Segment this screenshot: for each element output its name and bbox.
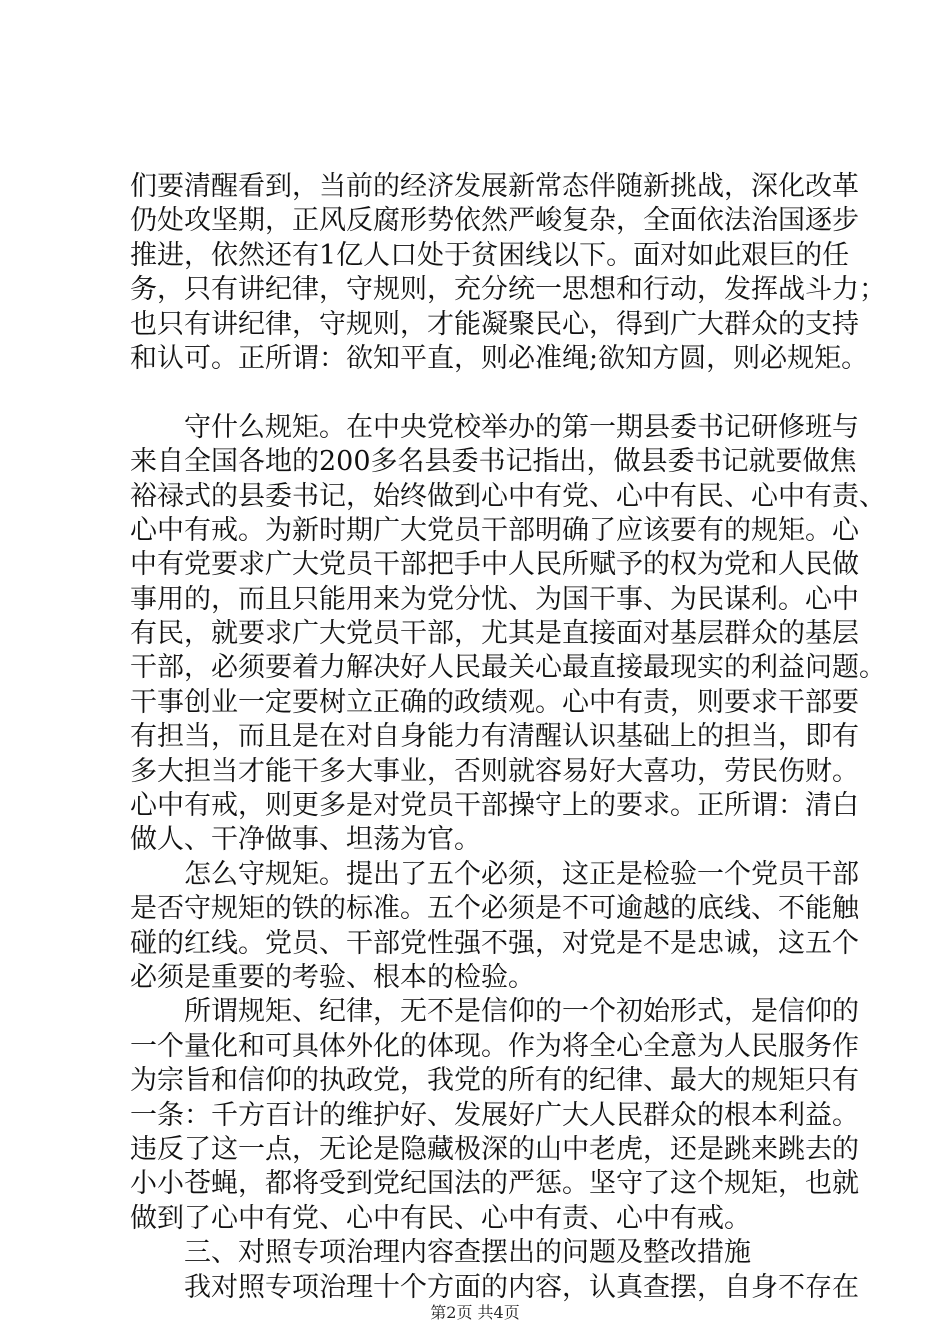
text-line: 做人、干净做事、坦荡为官。	[130, 824, 481, 856]
text-line: 事用的，而且只能用来为党分忧、为国干事、为民谋利。心中	[130, 583, 859, 615]
text-line: 们要清醒看到，当前的经济发展新常态伴随新挑战，深化改革	[130, 171, 859, 202]
text-line: 和认可。正所谓：欲知平直，则必准绳;欲知方圆，则必规矩。	[130, 342, 869, 374]
text-line: 所谓规矩、纪律，无不是信仰的一个初始形式，是信仰的	[184, 996, 859, 1028]
text-line: 仍处攻坚期，正风反腐形势依然严峻复杂，全面依法治国逐步	[130, 205, 859, 237]
paragraph-1	[130, 170, 886, 376]
text-line: 我对照专项治理十个方面的内容，认真查摆，自身不存在	[184, 1271, 859, 1303]
page-number: 第2页 共4页	[430, 1303, 520, 1322]
text-line: 务，只有讲纪律，守规则，充分统一思想和行动，发挥战斗力；	[130, 274, 886, 306]
section-heading	[130, 1236, 830, 1270]
text-line: 守什么规矩。在中央党校举办的第一期县委书记研修班与	[184, 411, 859, 443]
heading-text: 三、对照专项治理内容查摆出的问题及整改措施	[184, 1237, 751, 1269]
text-line: 干事创业一定要树立正确的政绩观。心中有责，则要求干部要	[130, 686, 859, 718]
text-line: 多大担当才能干多大事业，否则就容易好大喜功，劳民伤财。	[130, 755, 859, 787]
paragraph-gap	[130, 376, 830, 410]
text-line: 推进，依然还有1亿人口处于贫困线以下。面对如此艰巨的任	[130, 239, 850, 271]
text-line: 必须是重要的考验、根本的检验。	[130, 961, 535, 993]
page-footer	[0, 1300, 950, 1323]
text-line: 碰的红线。党员、干部党性强不强，对党是不是忠诚，这五个	[130, 927, 859, 959]
text-line: 来自全国各地的200多名县委书记指出，做县委书记就要做焦	[130, 446, 857, 478]
text-line: 心中有戒，则更多是对党员干部操守上的要求。正所谓：清白	[130, 790, 859, 822]
document-body	[130, 170, 886, 1305]
text-line: 为宗旨和信仰的执政党，我党的所有的纪律、最大的规矩只有	[130, 1065, 859, 1097]
text-line: 怎么守规矩。提出了五个必须，这正是检验一个党员干部	[184, 858, 859, 890]
text-line: 干部，必须要着力解决好人民最关心最直接最现实的利益问题。	[130, 652, 886, 684]
text-line: 心中有戒。为新时期广大党员干部明确了应该要有的规矩。心	[130, 514, 859, 546]
paragraph-3	[130, 858, 859, 996]
text-line: 中有党要求广大党员干部把手中人民所赋予的权为党和人民做	[130, 549, 859, 581]
text-line: 一条：千方百计的维护好、发展好广大人民群众的根本利益。	[130, 1099, 859, 1131]
paragraph-2	[130, 411, 886, 858]
text-line: 也只有讲纪律，守规则，才能凝聚民心，得到广大群众的支持	[130, 308, 859, 340]
text-line: 有担当，而且是在对自身能力有清醒认识基础上的担当，即有	[130, 721, 859, 753]
text-line: 一个量化和可具体外化的体现。作为将全心全意为人民服务作	[130, 1030, 859, 1062]
text-line: 违反了这一点，无论是隐藏极深的山中老虎，还是跳来跳去的	[130, 1133, 859, 1165]
text-line: 是否守规矩的铁的标准。五个必须是不可逾越的底线、不能触	[130, 893, 859, 925]
text-line: 做到了心中有党、心中有民、心中有责、心中有戒。	[130, 1202, 751, 1234]
text-line: 裕禄式的县委书记，始终做到心中有党、心中有民、心中有责、	[130, 480, 886, 512]
text-line: 有民，就要求广大党员干部，尤其是直接面对基层群众的基层	[130, 618, 859, 650]
paragraph-4	[130, 995, 859, 1236]
text-line: 小小苍蝇，都将受到党纪国法的严惩。坚守了这个规矩，也就	[130, 1168, 859, 1200]
